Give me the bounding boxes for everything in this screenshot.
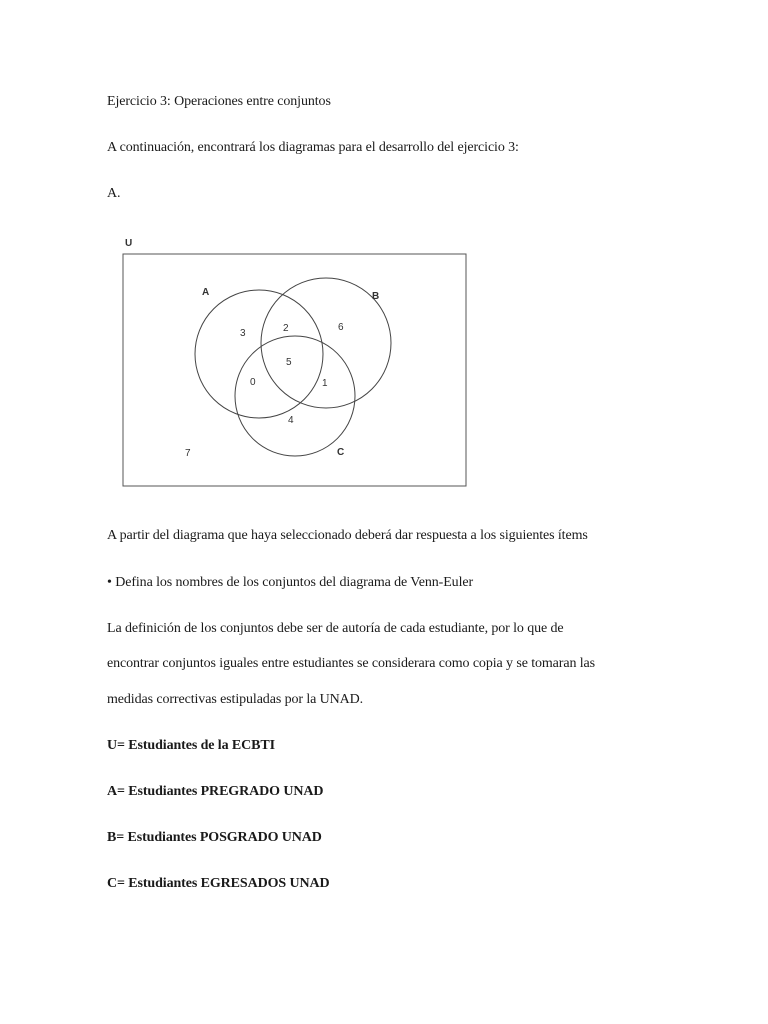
instruction-text: A partir del diagrama que haya seleccionado deberá dar respuesta a los siguientes ítems — [107, 528, 588, 543]
set-c-label: C — [337, 447, 345, 458]
bullet-item: • Defina los nombres de los conjuntos del diagrama de Venn-Euler — [107, 575, 474, 590]
region-a-b-c-value: 5 — [286, 357, 292, 368]
region-only-a-value: 3 — [240, 328, 246, 339]
paragraph-line: medidas correctivas estipuladas por la UNAD. — [107, 692, 364, 707]
definition-c: C= Estudiantes EGRESADOS UNAD — [107, 876, 330, 891]
universe-label: U — [125, 238, 133, 249]
definition-b: B= Estudiantes POSGRADO UNAD — [107, 830, 322, 845]
paragraph-line: encontrar conjuntos iguales entre estudiantes se considerara como copia y se tomaran las — [107, 656, 596, 671]
set-a-circle — [195, 290, 323, 418]
venn-diagram — [110, 230, 470, 492]
region-outside-value: 7 — [185, 448, 191, 459]
region-only-c-value: 4 — [288, 415, 294, 426]
definition-u: U= Estudiantes de la ECBTI — [107, 738, 275, 753]
region-only-b-value: 6 — [338, 322, 344, 333]
universe-rectangle — [123, 254, 466, 486]
option-label: A. — [107, 186, 121, 201]
intro-text: A continuación, encontrará los diagramas para el desarrollo del ejercicio 3: — [107, 140, 519, 155]
region-a-b-value: 2 — [283, 323, 289, 334]
set-a-label: A — [202, 287, 210, 298]
exercise-title: Ejercicio 3: Operaciones entre conjuntos — [107, 94, 331, 109]
region-a-c-value: 0 — [250, 377, 256, 388]
region-b-c-value: 1 — [322, 378, 328, 389]
paragraph-line: La definición de los conjuntos debe ser de autoría de cada estudiante, por lo que de — [107, 621, 564, 636]
set-c-circle — [235, 336, 355, 456]
definition-a: A= Estudiantes PREGRADO UNAD — [107, 784, 324, 799]
set-b-label: B — [372, 291, 380, 302]
